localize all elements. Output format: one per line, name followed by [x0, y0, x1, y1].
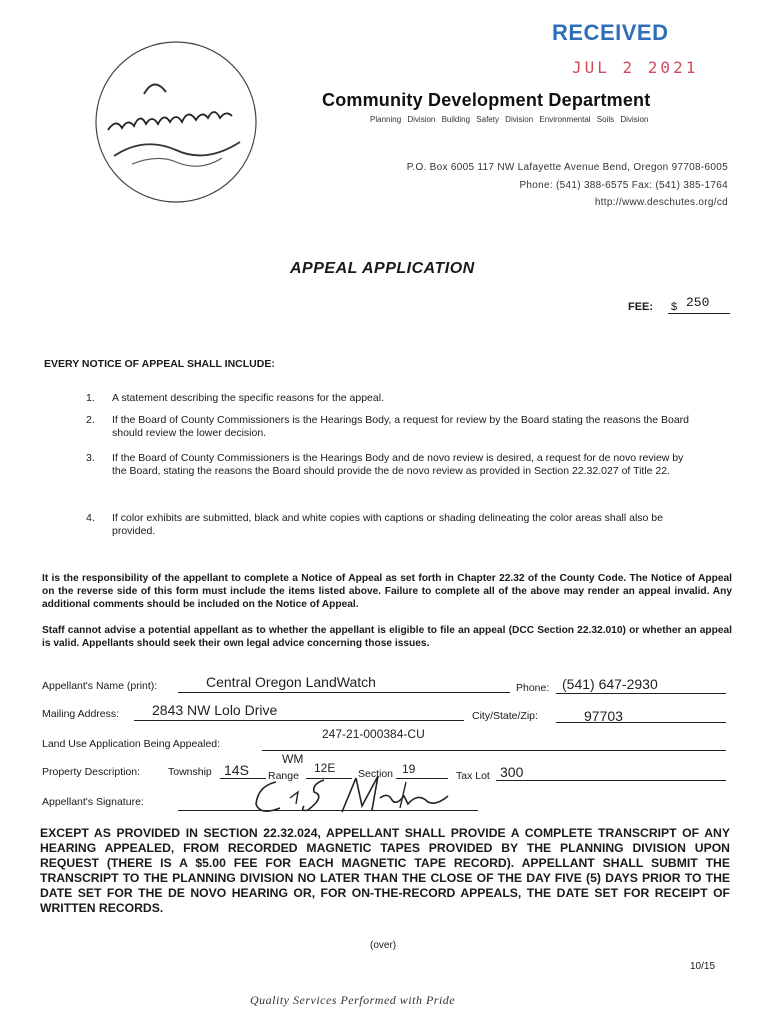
property-description-label: Property Description:	[42, 766, 141, 778]
tax-lot-field[interactable]: 300	[500, 764, 524, 780]
received-stamp-date: JUL 2 2021	[572, 58, 699, 77]
form-title: APPEAL APPLICATION	[290, 260, 475, 277]
city-state-zip-field[interactable]: 97703	[584, 708, 623, 724]
range-meridian-field[interactable]: WM	[282, 752, 304, 766]
requirement-number: 2.	[86, 414, 95, 426]
received-stamp: RECEIVED	[552, 20, 669, 45]
appellant-name-label: Appellant's Name (print):	[42, 680, 158, 692]
appellant-name-line	[178, 692, 510, 693]
fee-label: FEE:	[628, 301, 654, 313]
mailing-address-header: P.O. Box 6005 117 NW Lafayette Avenue Bend, Oregon 97708-6005	[406, 162, 728, 173]
appellant-name-field[interactable]: Central Oregon LandWatch	[206, 674, 376, 690]
appellant-signature[interactable]	[246, 768, 456, 818]
phone-fax-header: Phone: (541) 388-6575 Fax: (541) 385-1764	[519, 180, 728, 191]
responsibility-notice: It is the responsibility of the appellant to complete a Notice of Appeal as set forth in Chapter 22.32 of the County Code. The Notice of Appeal on the reverse side of this form must include the items listed above. Failure to complete all of the above may render an appeal invalid. Any additional comments should be included on the Notice of Appeal.	[42, 573, 732, 610]
requirement-item	[86, 512, 696, 538]
footer-motto: Quality Services Performed with Pride	[250, 993, 456, 1007]
township-field[interactable]: 14S	[224, 762, 249, 778]
mailing-address-field[interactable]: 2843 NW Lolo Drive	[152, 702, 278, 718]
phone-label: Phone:	[516, 682, 550, 694]
department-name: Community Development Department	[322, 90, 651, 110]
signature-label: Appellant's Signature:	[42, 796, 144, 808]
phone-field[interactable]: (541) 647-2930	[562, 676, 658, 692]
tax-lot-line	[496, 780, 726, 781]
requirement-text: If color exhibits are submitted, black and white copies with captions or shading delineating the color areas shall also be provided.	[112, 512, 663, 537]
over-indicator: (over)	[370, 940, 397, 951]
fee-value: 250	[686, 295, 710, 310]
tax-lot-label: Tax Lot	[456, 770, 490, 782]
requirement-item	[86, 392, 696, 405]
fee-currency: $	[671, 301, 678, 313]
staff-advice-notice: Staff cannot advise a potential appellant as to whether the appellant is eligible to file an appeal (DCC Section 22.32.010) or whether an appeal is valid. Appellants should seek their own legal advice concerning those issues.	[42, 625, 732, 649]
phone-line	[556, 693, 726, 694]
requirement-text: If the Board of County Commissioners is the Hearings Body, a request for review by the Board stating the reasons the Board should review the lower decision.	[112, 414, 690, 439]
requirement-number: 3.	[86, 452, 95, 464]
requirement-number: 4.	[86, 512, 95, 524]
requirement-item	[86, 414, 696, 440]
division-list: Planning Division Building Safety Division Environmental Soils Division	[370, 115, 649, 124]
range-label: Range	[268, 770, 299, 782]
land-use-application-line	[262, 750, 726, 751]
city-state-zip-label: City/State/Zip:	[472, 710, 538, 722]
deschutes-county-logo	[92, 38, 260, 206]
section-field[interactable]: 19	[402, 762, 416, 776]
requirement-number: 1.	[86, 392, 95, 404]
requirements-intro: EVERY NOTICE OF APPEAL SHALL INCLUDE:	[44, 358, 275, 370]
mailing-address-label: Mailing Address:	[42, 708, 120, 720]
land-use-application-field[interactable]: 247-21-000384-CU	[322, 727, 425, 741]
fee-underline	[668, 313, 730, 314]
website-link[interactable]: http://www.deschutes.org/cd	[594, 197, 728, 208]
requirement-text: A statement describing the specific reasons for the appeal.	[112, 392, 384, 404]
land-use-application-label: Land Use Application Being Appealed:	[42, 738, 221, 750]
city-state-zip-line	[556, 722, 726, 723]
section-label: Section	[358, 768, 394, 780]
requirement-text: If the Board of County Commissioners is the Hearings Body and de novo review is desired, a request for de novo review by the Board, stating the reasons the Board should provide the de novo review as provided in Section 22.32.027 of Title 22.	[112, 452, 684, 477]
range-field[interactable]: 12E	[314, 761, 336, 775]
mailing-address-line	[134, 720, 464, 721]
transcript-requirement-notice: EXCEPT AS PROVIDED IN SECTION 22.32.024, APPELLANT SHALL PROVIDE A COMPLETE TRANSCRIPT OF ANY HEARING APPEALED, FROM RECORDED MAGNETIC TAPES PROVIDED BY THE PLANNING DIVISION UPON REQUEST (THERE IS A $5.00 FEE FOR EACH MAGNETIC TAPE RECORD). APPELLANT SHALL SUBMIT THE TRANSCRIPT TO THE PLANNING DIVISION NO LATER THAN THE CLOSE OF THE DAY FIVE (5) DAYS PRIOR TO THE DATE SET FOR THE DE NOVO HEARING OR, FOR ON-THE-RECORD APPEALS, THE DATE SET FOR RECEIPT OF WRITTEN RECORDS.	[40, 826, 730, 915]
township-label: Township	[168, 766, 212, 778]
form-revision: 10/15	[690, 961, 716, 972]
requirement-item	[86, 452, 696, 478]
